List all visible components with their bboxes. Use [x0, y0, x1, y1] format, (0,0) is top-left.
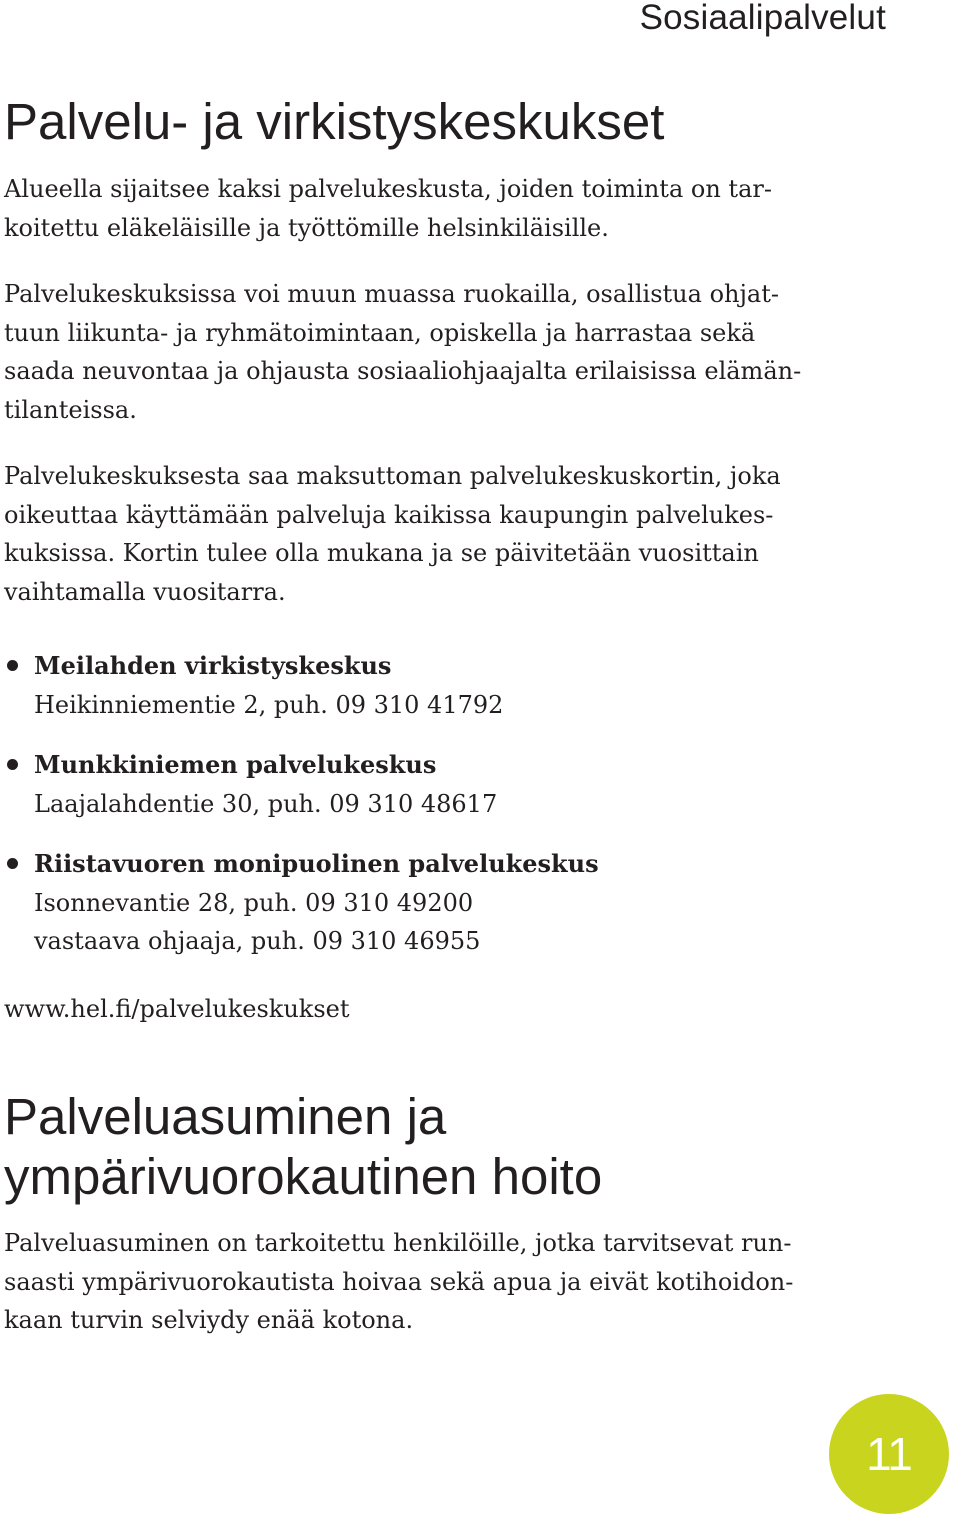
text-line: tilanteissa.	[4, 395, 137, 424]
center-contact: Isonnevantie 28, puh. 09 310 49200	[34, 888, 474, 917]
section-title	[4, 1087, 602, 1207]
bullet-icon	[7, 858, 18, 869]
section-label: Sosiaalipalvelut	[639, 0, 886, 37]
card-paragraph	[4, 457, 894, 611]
text-line: oikeuttaa käyttämään palveluja kaikissa kaupungin palvelukes-	[4, 500, 774, 529]
web-link[interactable]: www.hel.fi/palvelukeskukset	[4, 995, 350, 1023]
service-center-list	[4, 647, 904, 983]
bullet-icon	[7, 759, 18, 770]
center-contact: vastaava ohjaaja, puh. 09 310 46955	[34, 927, 481, 955]
bullet-icon	[7, 660, 18, 671]
text-line: saada neuvontaa ja ohjausta sosiaaliohjaajalta erilaisissa elämän-	[4, 357, 802, 385]
housing-paragraph	[4, 1224, 894, 1340]
list-item	[4, 845, 904, 961]
text-line: kaan turvin selviydy enää kotona.	[4, 1306, 414, 1334]
center-contact: Heikinniementie 2, puh. 09 310 41792	[34, 690, 504, 719]
list-item	[4, 647, 904, 724]
list-item	[4, 746, 904, 823]
text-line: vaihtamalla vuositarra.	[4, 577, 286, 606]
center-contact: Laajalahdentie 30, puh. 09 310 48617	[34, 789, 498, 818]
text-line: kuksissa. Kortin tulee olla mukana ja se päivitetään vuosittain	[4, 539, 759, 567]
title-line: Palveluasuminen ja	[4, 1088, 447, 1145]
text-line: tuun liikunta- ja ryhmätoimintaan, opiskella ja harrastaa sekä	[4, 318, 756, 347]
text-line: koitettu eläkeläisille ja työttömille helsinkiläisille.	[4, 213, 609, 242]
center-name: Meilahden virkistyskeskus	[34, 651, 392, 680]
intro-paragraph	[4, 170, 894, 247]
page-number-badge	[829, 1394, 949, 1514]
page-title: Palvelu- ja virkistyskeskukset	[4, 93, 665, 150]
center-name: Munkkiniemen palvelukeskus	[34, 750, 437, 779]
text-line: Alueella sijaitsee kaksi palvelukeskusta, joiden toiminta on tar-	[4, 175, 772, 203]
center-name: Riistavuoren monipuolinen palvelukeskus	[34, 849, 599, 878]
services-paragraph	[4, 275, 894, 429]
title-line: ympärivuorokautinen hoito	[4, 1148, 603, 1205]
text-line: Palveluasuminen on tarkoitettu henkilöille, jotka tarvitsevat run-	[4, 1229, 792, 1257]
text-line: Palvelukeskuksesta saa maksuttoman palvelukeskuskortin, joka	[4, 462, 781, 490]
page-number: 11	[866, 1428, 912, 1480]
text-line: Palvelukeskuksissa voi muun muassa ruokailla, osallistua ohjat-	[4, 280, 779, 308]
text-line: saasti ympärivuorokautista hoivaa sekä apua ja eivät kotihoidon-	[4, 1267, 794, 1296]
